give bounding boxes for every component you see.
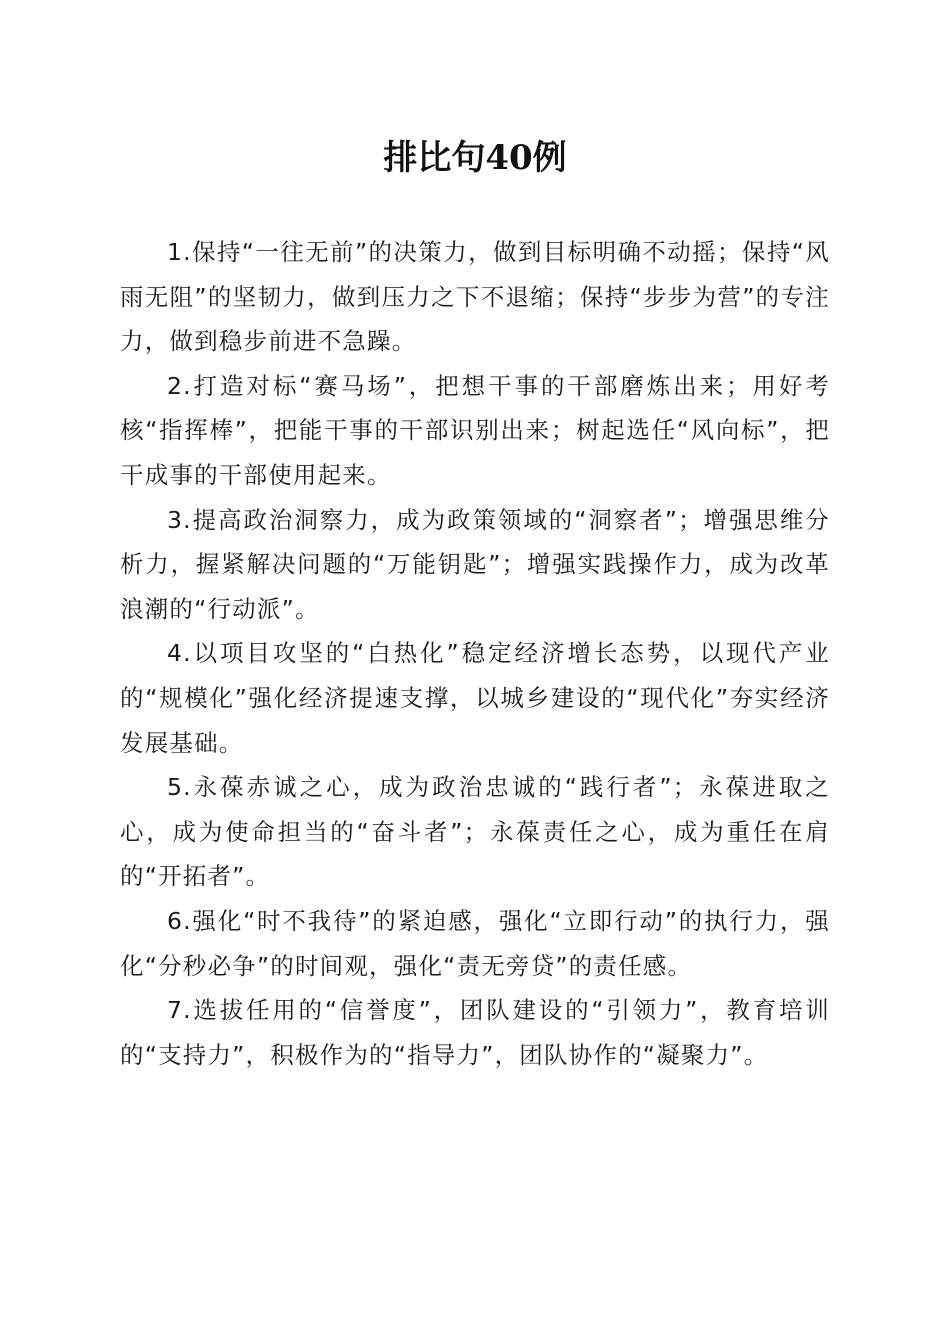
paragraph-6: 6.强化“时不我待”的紧迫感，强化“立即行动”的执行力，强化“分秒必争”的时间观，强化“责无旁贷”的责任感。 [120, 906, 830, 980]
page-title: 排比句40例 [383, 138, 567, 178]
paragraph-2: 2.打造对标“赛马场”，把想干事的干部磨炼出来；用好考核“指挥棒”，把能干事的干部识别出来；树起选任“风向标”，把干成事的干部使用起来。 [120, 371, 830, 489]
paragraph-4: 4.以项目攻坚的“白热化”稳定经济增长态势，以现代产业的“规模化”强化经济提速支撑，以城乡建设的“现代化”夯实经济发展基础。 [120, 639, 830, 757]
paragraph-5: 5.永葆赤诚之心，成为政治忠诚的“践行者”；永葆进取之心，成为使命担当的“奋斗者”；永葆责任之心，成为重任在肩的“开拓者”。 [120, 773, 830, 891]
paragraph-7: 7.选拔任用的“信誉度”，团队建设的“引领力”，教育培训的“支持力”，积极作为的“指导力”，团队协作的“凝聚力”。 [120, 996, 830, 1069]
paragraph-3: 3.提高政治洞察力，成为政策领域的“洞察者”；增强思维分析力，握紧解决问题的“万能钥匙”；增强实践操作力，成为改革浪潮的“行动派”。 [120, 505, 830, 623]
document-body [120, 230, 830, 1077]
paragraph-1: 1.保持“一往无前”的决策力，做到目标明确不动摇；保持“风雨无阻”的坚韧力，做到压力之下不退缩；保持“步步为营”的专注力，做到稳步前进不急躁。 [120, 238, 830, 356]
